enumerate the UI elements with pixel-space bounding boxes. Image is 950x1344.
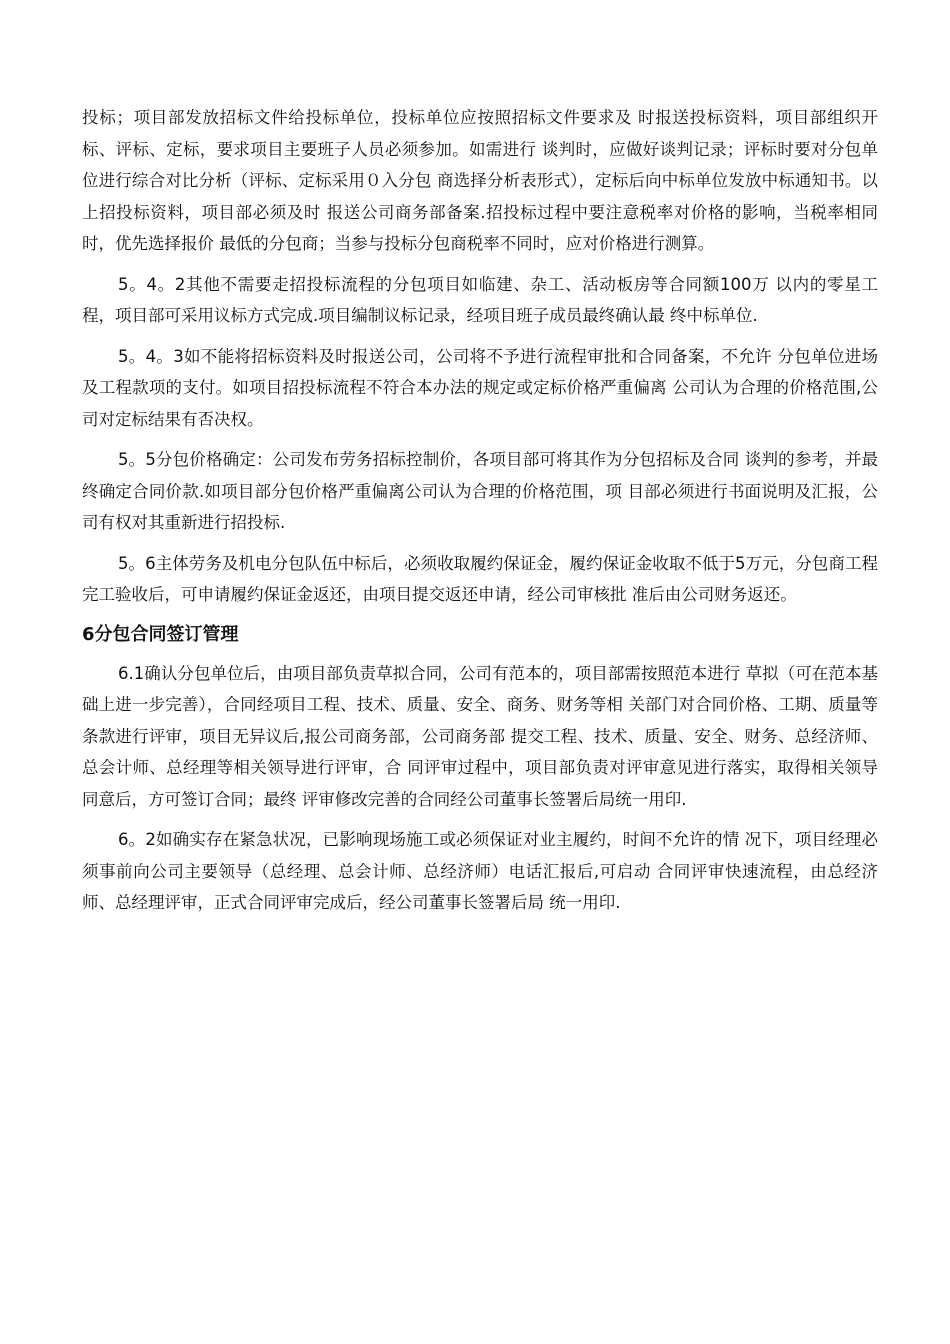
paragraph-5-5: 5。5分包价格确定：公司发布劳务招标控制价，各项目部可将其作为分包招标及合同 谈判的参考，并最终确定合同价款.如项目部分包价格严重偏离公司认为合理的价格范围，项 目部必须进行书面说明及汇报，公司有权对其重新进行招投标. xyxy=(82,450,878,532)
paragraph-5-4-3: 5。4。3如不能将招标资料及时报送公司，公司将不予进行流程审批和合同备案，不允许 分包单位进场及工程款项的支付。如项目招投标流程不符合本办法的规定或定标价格严重偏离 公司认为合理的价格范围,公司对定标结果有否决权。 xyxy=(82,346,878,429)
paragraph-5-6: 5。6主体劳务及机电分包队伍中标后，必须收取履约保证金，履约保证金收取不低于5万元，分包商工程完工验收后，可申请履约保证金返还，由项目提交返还申请，经公司审核批 准后由公司财务返还。 xyxy=(82,553,878,604)
document-page xyxy=(82,102,878,928)
paragraph-5-4-2: 5。4。2其他不需要走招投标流程的分包项目如临建、杂工、活动板房等合同额100万 以内的零星工程，项目部可采用议标方式完成.项目编制议标记录，经项目班子成员最终确认最 终中标单位. xyxy=(82,274,878,325)
paragraph-6-2: 6。2如确实存在紧急状况，已影响现场施工或必须保证对业主履约，时间不允许的情 况下，项目经理必须事前向公司主要领导（总经理、总会计师、总经济师）电话汇报后,可启动 合同评审快速流程，由总经济师、总经理评审，正式合同评审完成后，经公司董事长签署后局 统一用印. xyxy=(82,830,878,912)
paragraph-6-1: 6.1确认分包单位后，由项目部负责草拟合同，公司有范本的，项目部需按照范本进行 草拟（可在范本基础上进一步完善），合同经项目工程、技术、质量、安全、商务、财务等相 关部门对合同价格、工期、质量等条款进行评审，项目无异议后,报公司商务部，公司商务部 提交工程、技术、质量、安全、财务、总经济师、总会计师、总经理等相关领导进行评审，合 同评审过程中，项目部负责对评审意见进行落实，取得相关领导同意后，方可签订合同；最终 评审修改完善的合同经公司董事长签署后局统一用印. xyxy=(82,663,878,809)
section-heading: 6分包合同签订管理 xyxy=(82,623,239,645)
paragraph-bidding-process: 投标；项目部发放招标文件给投标单位，投标单位应按照招标文件要求及 时报送投标资料，项目部组织开标、评标、定标，要求项目主要班子人员必须参加。如需进行 谈判时，应做好谈判记录；评标时要对分包单位进行综合对比分析（评标、定标采用０入分包 商选择分析表形式），定标后向中标单位发放中标通知书。以上招投标资料，项目部必须及时 报送公司商务部备案.招投标过程中要注意税率对价格的影响，当税率相同时，优先选择报价 最低的分包商；当参与投标分包商税率不同时，应对价格进行测算。 xyxy=(82,108,878,253)
